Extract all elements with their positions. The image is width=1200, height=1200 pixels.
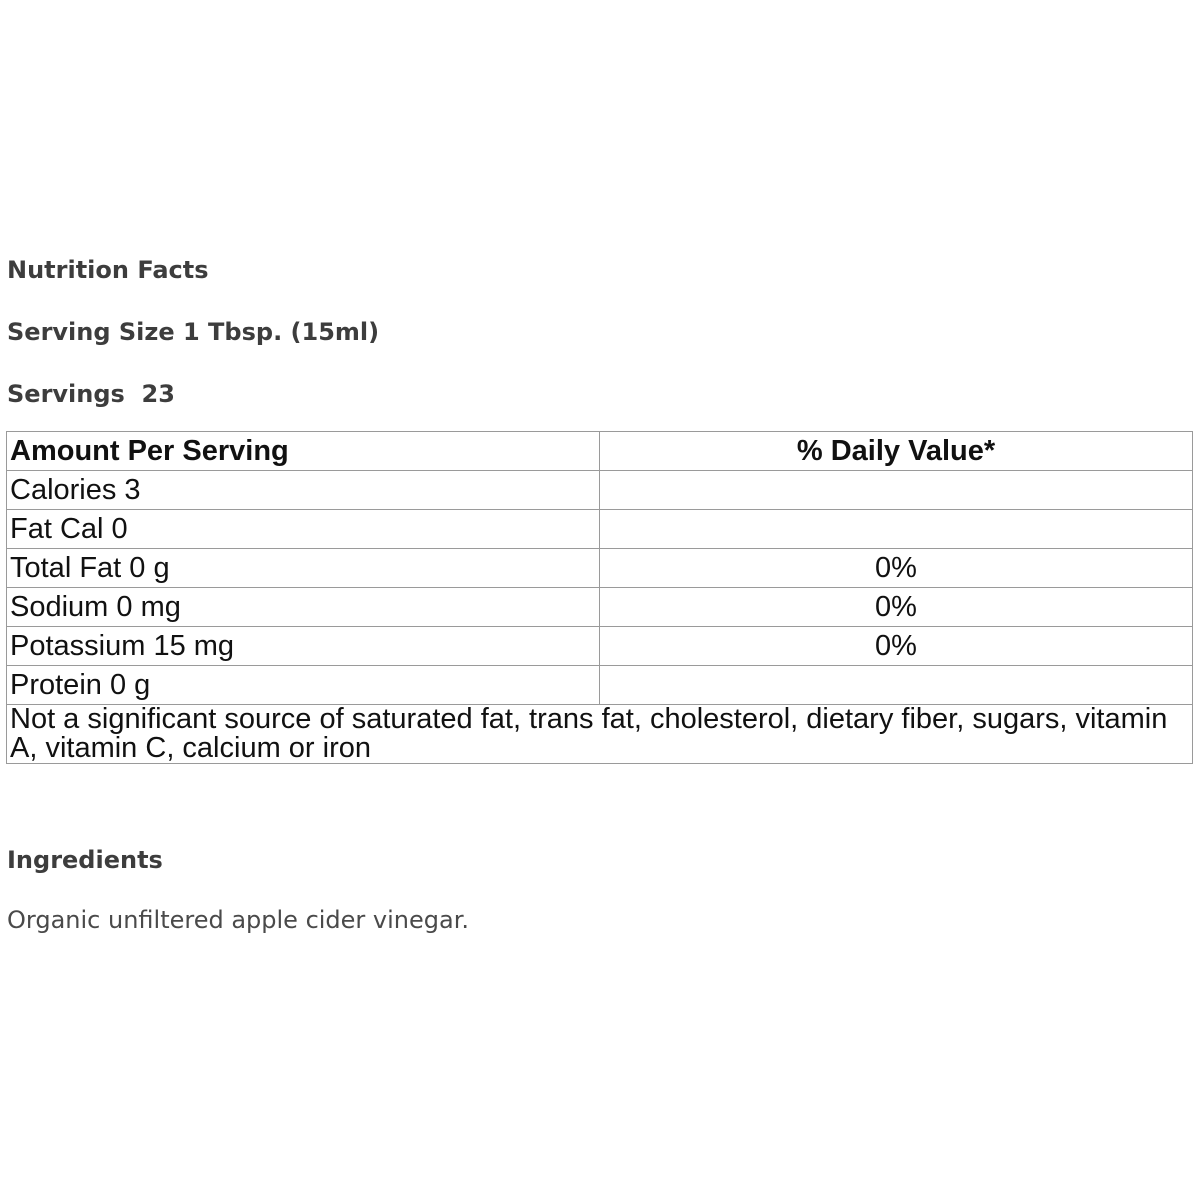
table-row <box>7 588 1193 627</box>
nutrition-table <box>6 431 1193 764</box>
row-label-calories: Calories 3 <box>7 471 600 510</box>
table-row <box>7 471 1193 510</box>
table-row <box>7 549 1193 588</box>
footnote-row <box>7 705 1193 764</box>
footnote-text: Not a significant source of saturated fat, trans fat, cholesterol, dietary fiber, sugars, vitamin A, vitamin C, calcium or iron <box>7 705 1193 764</box>
header-amount-per-serving: Amount Per Serving <box>7 432 600 471</box>
row-label-protein: Protein 0 g <box>7 666 600 705</box>
servings-count: Servings 23 <box>7 380 175 408</box>
row-label-potassium: Potassium 15 mg <box>7 627 600 666</box>
table-row <box>7 510 1193 549</box>
nutrition-facts-title: Nutrition Facts <box>7 256 209 284</box>
header-daily-value: % Daily Value* <box>600 432 1193 471</box>
row-label-fat-cal: Fat Cal 0 <box>7 510 600 549</box>
ingredients-title: Ingredients <box>7 846 163 874</box>
serving-size: Serving Size 1 Tbsp. (15ml) <box>7 318 380 346</box>
row-dv-potassium: 0% <box>600 627 1193 666</box>
row-dv-fat-cal <box>600 510 1193 549</box>
row-dv-protein <box>600 666 1193 705</box>
row-label-sodium: Sodium 0 mg <box>7 588 600 627</box>
row-dv-sodium: 0% <box>600 588 1193 627</box>
table-row <box>7 666 1193 705</box>
row-dv-calories <box>600 471 1193 510</box>
table-header-row <box>7 432 1193 471</box>
table-row <box>7 627 1193 666</box>
row-label-total-fat: Total Fat 0 g <box>7 549 600 588</box>
row-dv-total-fat: 0% <box>600 549 1193 588</box>
ingredients-text: Organic unfiltered apple cider vinegar. <box>7 906 470 934</box>
